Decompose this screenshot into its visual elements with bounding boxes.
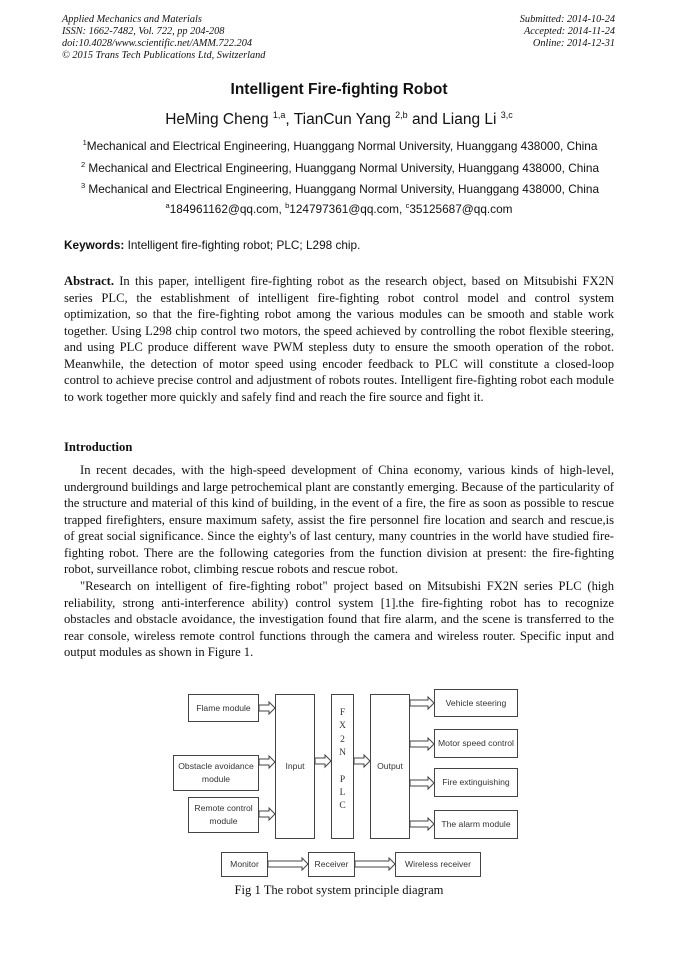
fire-extinguishing-box: Fire extinguishing [434,768,518,797]
author-affiliation-mark: 3,c [500,110,513,120]
arrow-output-to-alarm-icon [410,818,434,830]
intro-paragraph-1: In recent decades, with the high-speed development of China economy, various kinds of high-level, underground buildings and large petrochemical plant are constantly emerging. Because of the particularity of the structure and material of this kind of building, in the event of a fire, the fire as soon as possible to rescue trapped firefighters, ensure maximum safety, assist the fire personnel fire location and search and rescue,is of great social significance. Since the eighty's of last century, many countries in the world have studied fire-fighting robot. There are the following categories from the function division at present: the fire-fighting robot, surveillance robot, climbing rescue robots and rescue robot. [64,463,614,576]
plc-letter: X [339,721,346,732]
copyright-line: © 2015 Trans Tech Publications Ltd, Switzerland [62,50,266,61]
plc-block [331,694,354,839]
arrow-output-to-fire-icon [410,777,434,789]
plc-letter: F [339,708,346,718]
doi-line: doi:10.4028/www.scientific.net/AMM.722.204 [62,38,252,49]
alarm-module-box: The alarm module [434,810,518,839]
keywords-label: Keywords: [64,238,125,252]
accepted-date: Accepted: 2014-11-24 [523,26,615,37]
paper-title: Intelligent Fire-fighting Robot [230,81,448,98]
motor-speed-control-box: Motor speed control [434,729,518,758]
plc-letter: C [339,801,346,812]
arrow-output-to-steering-icon [410,697,434,709]
obstacle-avoidance-module-box: Obstacle avoidance module [173,755,259,791]
author-name: TianCun Yang [293,111,391,128]
intro-paragraph-2: "Research on intelligent of fire-fighting robot" project based on Mitsubishi FX2N series PLC (high reliability, strong anti-interference ability) control system [1].the fire-fighting robot has to recognize obstacles and obstacle avoidance, the investigation found that fire alarm, and the scene is transferred to the rear console, wireless remote control functions through the camera and wireless router. Specific input and output modules as shown in Figure 1. [64,579,614,659]
arrow-remote-to-input-icon [259,808,275,820]
section-heading-introduction: Introduction [64,440,133,454]
affiliation-text: Mechanical and Electrical Engineering, Huanggang Normal University, Huanggang 438000, China [86,139,598,153]
arrow-input-to-plc-icon [315,755,331,767]
arrow-receiver-to-wireless-icon [355,858,395,870]
author-affiliation-mark: 2,b [395,110,408,120]
affiliation-text: Mechanical and Electrical Engineering, Huanggang Normal University, Huanggang 438000, China [85,161,600,175]
email-separator: , [278,202,286,216]
journal-name: Applied Mechanics and Materials [62,14,202,25]
affiliation-mark: 2 [80,160,86,169]
plc-letter: N [339,748,346,759]
affiliation-mark: 3 [80,181,86,190]
arrow-obstacle-to-input-icon [259,756,275,768]
email-mark: b [285,201,290,210]
author-name: HeMing Cheng [165,111,269,128]
abstract-text: In this paper, intelligent fire-fighting robot as the research object, based on Mitsubishi FX2N series PLC, the establishment of intelligent fire-fighting robot control model and control system optimization, so that the fire-fighting robot among the various modules can be smooth and stable work together. Using L298 chip control two motors, the speed achieved by controlling the robot flexible steering, and using PLC produce different wave PWM stepless duty to ensure the smooth operation of the robot. Meanwhile, the detection of motor speed using encoder feedback to PLC will constitute a closed-loop control to achieve precise control and adjustment of robots routes. Intelligent fire-fighting robot each module to work together more quickly and safely find and reach the fire source and fight it. [64,274,614,404]
arrow-plc-to-output-icon [354,755,370,767]
email-link[interactable]: 184961162@qq.com [169,202,279,216]
email-mark: a [165,201,170,210]
receiver-box: Receiver [308,852,355,877]
arrow-flame-to-input-icon [259,702,275,714]
monitor-box: Monitor [221,852,268,877]
plc-letter: P [339,774,346,785]
email-link[interactable]: 124797361@qq.com [289,202,399,216]
plc-letter: 2 [340,734,345,745]
arrow-monitor-to-receiver-icon [268,858,308,870]
output-block: Output [370,694,410,839]
author-affiliation-mark: 1,a [272,110,286,120]
abstract-label: Abstract. [64,274,115,288]
vehicle-steering-box: Vehicle steering [434,689,518,717]
email-separator: , [399,202,406,216]
wireless-receiver-box: Wireless receiver [395,852,481,877]
email-link[interactable]: 35125687@qq.com [409,202,513,216]
affiliation-text: Mechanical and Electrical Engineering, Huanggang Normal University, Huanggang 438000, China [85,182,600,196]
figure-caption: Fig 1 The robot system principle diagram [234,883,444,897]
input-block: Input [275,694,315,839]
arrow-output-to-motor-icon [410,738,434,750]
issn-line: ISSN: 1662-7482, Vol. 722, pp 204-208 [62,26,225,37]
author-separator: and [407,111,443,128]
submitted-date: Submitted: 2014-10-24 [519,14,615,25]
email-mark: c [405,201,410,210]
affiliation-mark: 1 [82,138,87,147]
remote-control-module-box: Remote control module [188,797,259,833]
keywords-text: Intelligent fire-fighting robot; PLC; L298 chip. [124,238,361,252]
flame-module-box: Flame module [188,694,259,722]
online-date: Online: 2014-12-31 [532,38,615,49]
author-separator: , [285,111,294,128]
author-name: Liang Li [442,111,497,128]
plc-letter: L [339,788,346,799]
